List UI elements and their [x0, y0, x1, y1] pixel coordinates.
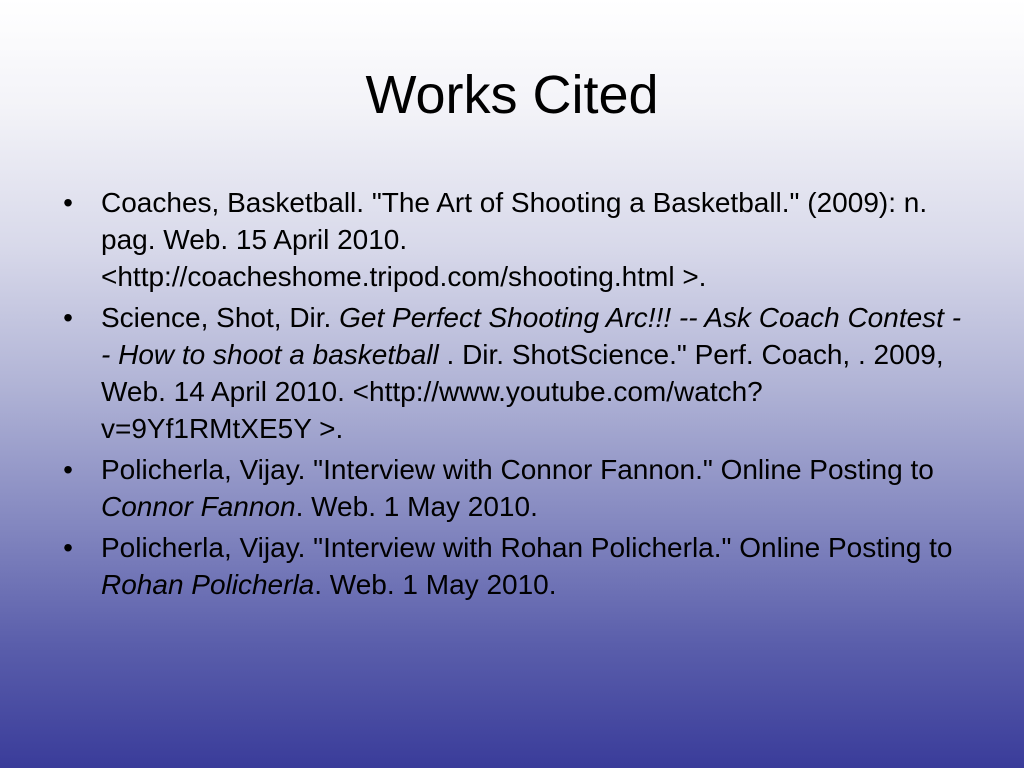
- bullet-icon: •: [63, 302, 73, 333]
- bullet-icon: •: [63, 454, 73, 485]
- citation-text: . Dir. ShotScience." Perf. Coach, . 2009, Web. 14 April 2010. <http://www.youtube.com/watch?v=9Yf1RMtXE5Y >.: [101, 339, 944, 444]
- citation-text: Science, Shot, Dir.: [101, 302, 340, 333]
- citation-text: Policherla, Vijay. "Interview with Connor Fannon." Online Posting to: [101, 454, 934, 485]
- bullet-icon: •: [63, 532, 73, 563]
- citation-list: [58, 184, 963, 607]
- slide-title: Works Cited: [365, 65, 659, 125]
- citation-text: . Web. 1 May 2010.: [295, 491, 538, 522]
- citation-title-italic: Connor Fannon: [101, 491, 296, 522]
- citation-item: [58, 184, 963, 295]
- citation-text: Coaches, Basketball. "The Art of Shooting a Basketball." (2009): n. pag. Web. 15 April 2010. <http://coacheshome.tripod.com/shooting.html >.: [101, 187, 928, 292]
- citation-title-italic: Rohan Policherla: [101, 569, 315, 600]
- citation-text: Policherla, Vijay. "Interview with Rohan Policherla." Online Posting to: [101, 532, 953, 563]
- citation-title-italic: Get Perfect Shooting Arc!!! -- Ask Coach Contest -- How to shoot a basketball: [101, 302, 962, 370]
- citation-item: [58, 299, 963, 447]
- citation-item: [58, 451, 963, 525]
- citation-item: [58, 529, 963, 603]
- citation-text: . Web. 1 May 2010.: [314, 569, 557, 600]
- bullet-icon: •: [63, 187, 73, 218]
